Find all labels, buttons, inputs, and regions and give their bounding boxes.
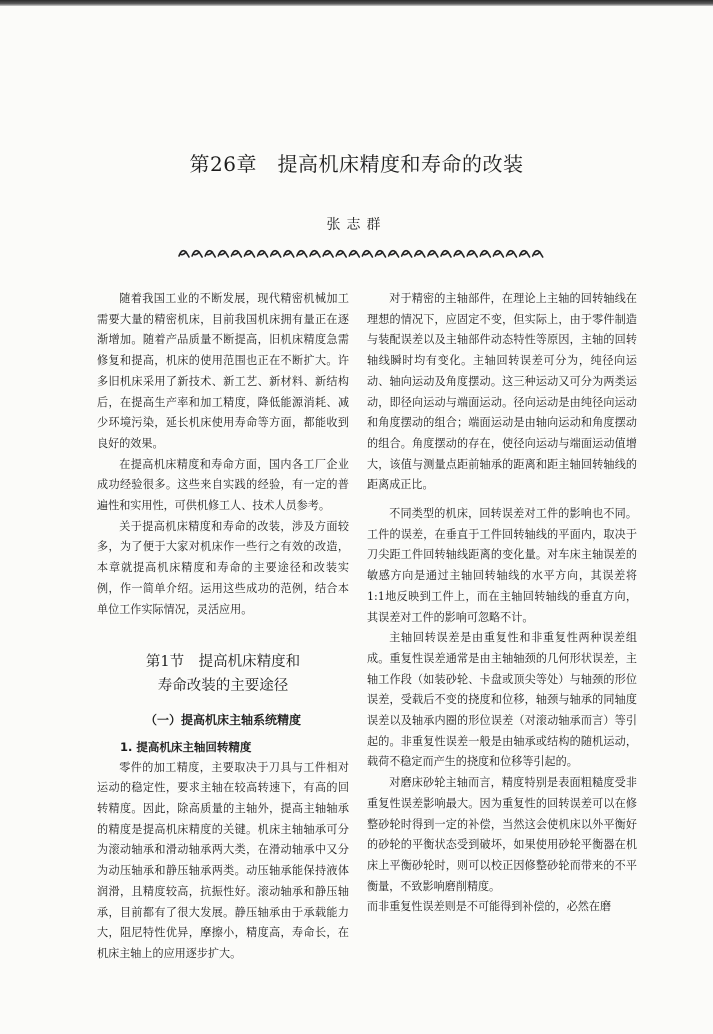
right-paragraph-5: 而非重复性误差则是不可能得到补偿的，必然在磨 (367, 900, 612, 914)
right-paragraph-1: 对于精密的主轴部件，在理论上主轴的回转轴线在理想的情况下，应固定不变，但实际上，由于零件制造与装配误差以及主轴部件动态特性等原因，主轴的回转轴线瞬时均有变化。主轴回转误差可分为，纯径向运动、轴向运动及角度摆动。这三种运动又可分为两类运动，即径向运动与端面运动。径向运动是由纯径向运动和角度摆动的组合；端面运动是由轴向运动和角度摆动的组合。角度摆动的存在，使径向运动与端面运动值增大，该值与测量点距前轴承的距离和距主轴回转轴线的距离成正比。 (367, 292, 637, 492)
intro-paragraph-2: 在提高机床精度和寿命方面，国内各工厂企业成功经验很多。这些来自实践的经验，有一定的普遍性和实用性，可供机修工人、技术人员参考。 (97, 457, 349, 513)
intro-paragraph-3: 关于提高机床精度和寿命的改装，涉及方面较多，为了便于大家对机床作一些行之有效的改造，本章就提高机床精度和寿命的主要途径和改装实例，作一简单介绍。运用这些成功的范例，结合本单位工作实际情况，灵活应用。 (97, 519, 349, 616)
ornament-swirl (454, 251, 464, 257)
right-paragraph-3: 主轴回转误差是由重复性和非重复性两种误差组成。重复性误差通常是由主轴轴颈的几何形状误差，主轴工作段（如装砂轮、卡盘或顶尖等处）与轴颈的形位误差，受载后不变的挠度和位移，轴颈与轴承的同轴度误差以及轴承内圈的形位误差（对滚动轴承而言）等引起的。非重复性误差一般是由轴承或结构的随机运动，载荷不稳定而产生的挠度和位移等引起的。 (367, 631, 637, 769)
right-column (367, 289, 637, 918)
ornament-swirl (205, 251, 215, 257)
ornament-swirl (362, 251, 372, 257)
ornament-swirl (349, 251, 359, 257)
ornament-swirl (533, 251, 543, 257)
ornament-divider (175, 246, 545, 260)
right-paragraph-4: 对磨床砂轮主轴而言，精度特别是表面粗糙度受非重复性误差影响最大。因为重复性的回转误差可以在修整砂轮时得到一定的补偿，当然这会使机床以外平衡好的砂轮的平衡状态受到破坏，如果使用砂轮平衡器在机床上平衡砂轮时，则可以校正因修整砂轮而带来的不平衡量，不致影响磨削精度。 (367, 776, 637, 893)
ornament-swirl (493, 251, 503, 257)
ornament-swirl (271, 251, 281, 257)
section-title-line1: 第1节 提高机床精度和 (145, 654, 301, 671)
ornament-swirl (389, 251, 399, 257)
page-top-border (0, 0, 713, 6)
section-title (97, 650, 349, 698)
ornament-swirl (520, 251, 530, 257)
author-name: 张志群 (326, 217, 387, 233)
ornament-swirl (415, 251, 425, 257)
ornament-swirl (310, 251, 320, 257)
ornament-swirl (192, 251, 202, 257)
ornament-swirl (258, 251, 268, 257)
ornament-swirl (231, 251, 241, 257)
right-paragraph-2: 不同类型的机床，回转误差对工件的影响也不同。工件的误差，在垂直于工件回转轴线的平面内，取决于刀尖距工件回转轴线距离的变化量。对车床主轴误差的敏感方向是通过主轴回转轴线的水平方向，其误差将1:1地反映到工件上，而在主轴回转轴线的垂直方向，其误差对工件的影响可忽略不计。 (367, 507, 637, 624)
ornament-swirl (441, 251, 451, 257)
ornament-swirl (245, 251, 255, 257)
chapter-title: 第26章 提高机床精度和寿命的改装 (189, 152, 524, 176)
subsection-title: （一）提高机床主轴系统精度 (144, 713, 301, 728)
ornament-swirl (376, 251, 386, 257)
section-title-line2: 寿命改装的主要途径 (157, 678, 289, 695)
intro-paragraph-1: 随着我国工业的不断发展，现代精密机械加工需要大量的精密机床，目前我国机床拥有量正在逐渐增加。随着产品质量不断提高，旧机床精度急需修复和提高，机床的使用范围也正在不断扩大。许多旧机床采用了新技术、新工艺、新材料、新结构后，在提高生产率和加工精度，降低能源消耗、减少环境污染，延长机床使用寿命等方面，都能收到良好的效果。 (97, 292, 349, 450)
ornament-swirl (507, 251, 517, 257)
ornament-swirl (428, 251, 438, 257)
ornament-swirl (336, 251, 346, 257)
ornament-swirl (297, 251, 307, 257)
ornament-swirl (467, 251, 477, 257)
left-column (97, 289, 349, 965)
subsubsection-title: 1. 提高机床主轴回转精度 (120, 739, 252, 754)
ornament-swirl (402, 251, 412, 257)
ornament-swirl (323, 251, 333, 257)
ornament-swirl (218, 251, 228, 257)
body-paragraph: 零件的加工精度，主要取决于刀具与工件相对运动的稳定性，要求主轴在较高转速下，有高的回转精度。因此，除高质量的主轴外，提高主轴轴承的精度是提高机床精度的关键。机床主轴轴承可分为滚动轴承和滑动轴承两大类，在滑动轴承中又分为动压轴承和静压轴承两类。动压轴承能保持液体润滑，且精度较高，抗振性好。滚动轴承和静压轴承，目前都有了很大发展。静压轴承由于承载能力大，阻尼特性优异，摩擦小，精度高，寿命长，在机床主轴上的应用逐步扩大。 (97, 760, 349, 960)
ornament-swirl (179, 251, 189, 257)
ornament-swirl (480, 251, 490, 257)
ornament-swirl (284, 251, 294, 257)
